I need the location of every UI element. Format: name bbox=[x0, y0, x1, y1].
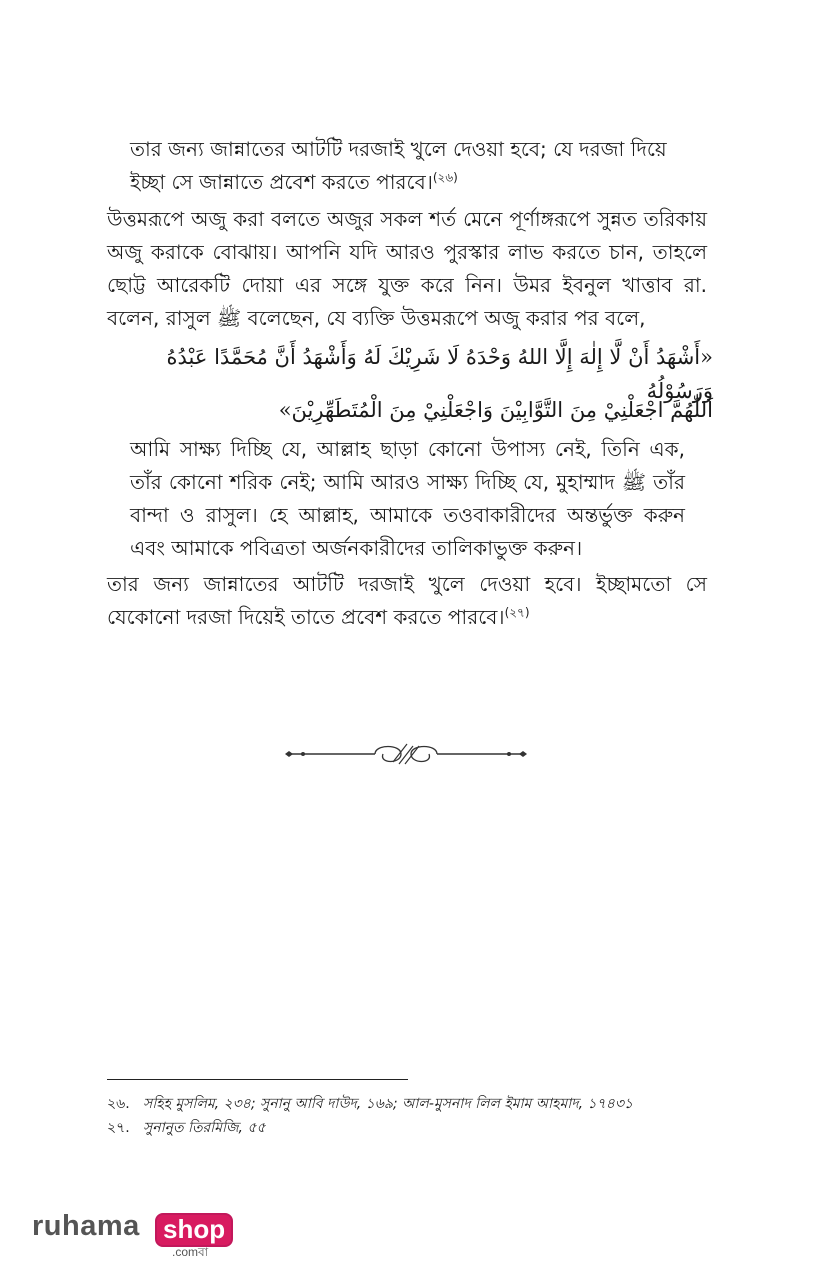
ruhamashop-logo[interactable] bbox=[32, 1210, 232, 1260]
para1-line1: তার জন্য জান্নাতের আটটি দরজাই খুলে দেওয়া হবে; যে দরজা দিয়ে bbox=[130, 137, 667, 161]
footnote-text: সুনানুত তিরমিজি, ৫৫ bbox=[143, 1120, 266, 1136]
divider-ornament-icon bbox=[283, 738, 529, 770]
paragraph-wudu-explanation bbox=[107, 203, 707, 335]
footnote-ref-27[interactable]: (২৭) bbox=[504, 605, 530, 620]
arabic-dua-line1: «أَشْهَدُ أَنْ لَّا إِلٰهَ إِلَّا اللهُ وَحْدَهُ لَا شَرِيْكَ لَهُ وَأَشْهَدُ أَنَّ مُحَمَّدًا عَبْدُهُ وَرَسُوْلُهُ bbox=[166, 345, 713, 403]
logo-wordmark: ruhama bbox=[32, 1210, 140, 1242]
logo-domain: .comবা bbox=[172, 1245, 209, 1259]
footnote-27 bbox=[107, 1118, 266, 1138]
para4-text: তার জন্য জান্নাতের আটটি দরজাই খুলে দেওয়া হবে। ইচ্ছামতো সে যেকোনো দরজা দিয়েই তাতে প্রবেশ করতে পারবে। bbox=[107, 572, 707, 629]
footnote-ref-26[interactable]: (২৬) bbox=[432, 170, 458, 185]
footnote-text: সহিহ মুসলিম, ২৩৪; সুনানু আবি দাউদ, ১৬৯; আল-মুসনাদ লিল ইমাম আহমাদ, ১৭৪৩১ bbox=[143, 1096, 634, 1112]
logo-shop-badge: shop bbox=[155, 1213, 233, 1247]
footnote-number: ২৭. bbox=[107, 1120, 130, 1136]
para1-line2: ইচ্ছা সে জান্নাতে প্রবেশ করতে পারবে। bbox=[130, 170, 433, 194]
paragraph-conclusion bbox=[107, 568, 707, 634]
footnote-separator bbox=[107, 1079, 408, 1080]
translation-text: আমি সাক্ষ্য দিচ্ছি যে, আল্লাহ ছাড়া কোনো উপাস্য নেই, তিনি এক, তাঁর কোনো শরিক নেই; আমি আরও সাক্ষ্য দিচ্ছি যে, মুহাম্মাদ ﷺ তাঁর বান্দা ও রাসুল। হে আল্লাহ, আমাকে তওবাকারীদের অন্তর্ভুক্ত করুন এবং আমাকে পবিত্রতা অর্জনকারীদের তালিকাভুক্ত করুন। bbox=[130, 437, 685, 560]
arabic-dua-line2: اَللّٰهُمَّ اجْعَلْنِيْ مِنَ التَّوَّابِيْنَ وَاجْعَلْنِيْ مِنَ الْمُتَطَهِّرِيْنَ» bbox=[278, 398, 713, 422]
para2-text: উত্তমরূপে অজু করা বলতে অজুর সকল শর্ত মেনে পূর্ণাঙ্গরূপে সুন্নত তরিকায় অজু করাকে বোঝায়। আপনি যদি আরও পুরস্কার লাভ করতে চান, তাহলে ছোট্ট আরেকটি দোয়া এর সঙ্গে যুক্ত করে নিন। উমর ইবনুল খাত্তাব রা. বলেন, রাসুল ﷺ বলেছেন, যে ব্যক্তি উত্তমরূপে অজু করার পর বলে, bbox=[107, 207, 707, 330]
footnote-26 bbox=[107, 1094, 633, 1114]
paragraph-continuation bbox=[130, 133, 685, 199]
dua-translation bbox=[130, 433, 685, 565]
footnote-number: ২৬. bbox=[107, 1096, 130, 1112]
